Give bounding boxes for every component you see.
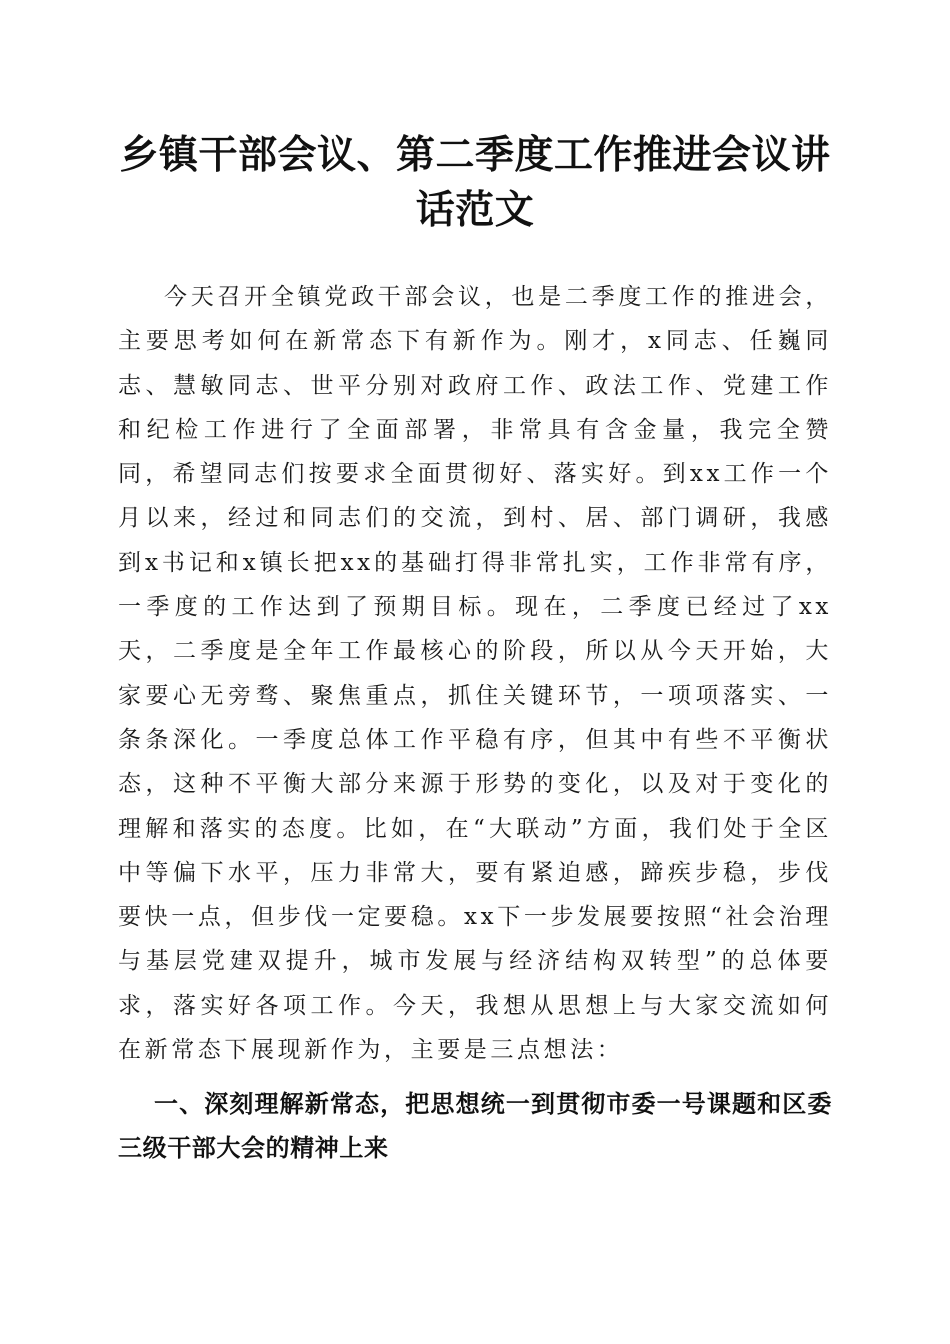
document-title: 乡镇干部会议、第二季度工作推进会议讲话范文	[119, 132, 831, 233]
body-paragraph: 今天召开全镇党政干部会议，也是二季度工作的推进会，主要思考如何在新常态下有新作为。刚才，x同志、任巍同志、慧敏同志、世平分别对政府工作、政法工作、党建工作和纪检工作进行了全面部署，非常具有含金量，我完全赞同，希望同志们按要求全面贯彻好、落实好。到xx工作一个月以来，经过和同志们的交流，到村、居、部门调研，我感到x书记和x镇长把xx的基础打得非常扎实，工作非常有序，一季度的工作达到了预期目标。现在，二季度已经过了xx天，二季度是全年工作最核心的阶段，所以从今天开始，大家要心无旁骛、聚焦重点，抓住关键环节，一项项落实、一条条深化。一季度总体工作平稳有序，但其中有些不平衡状态，这种不平衡大部分来源于形势的变化，以及对于变化的理解和落实的态度。比如，在“大联动”方面，我们处于全区中等偏下水平，压力非常大，要有紧迫感，蹄疾步稳，步伐要快一点，但步伐一定要稳。xx下一步发展要按照“社会治理与基层党建双提升，城市发展与经济结构双转型”的总体要求，落实好各项工作。今天，我想从思想上与大家交流如何在新常态下展现新作为，主要是三点想法：	[118, 284, 832, 1064]
section-heading: 一、深刻理解新常态，把思想统一到贯彻市委一号课题和区委三级干部大会的精神上来	[118, 1090, 832, 1162]
